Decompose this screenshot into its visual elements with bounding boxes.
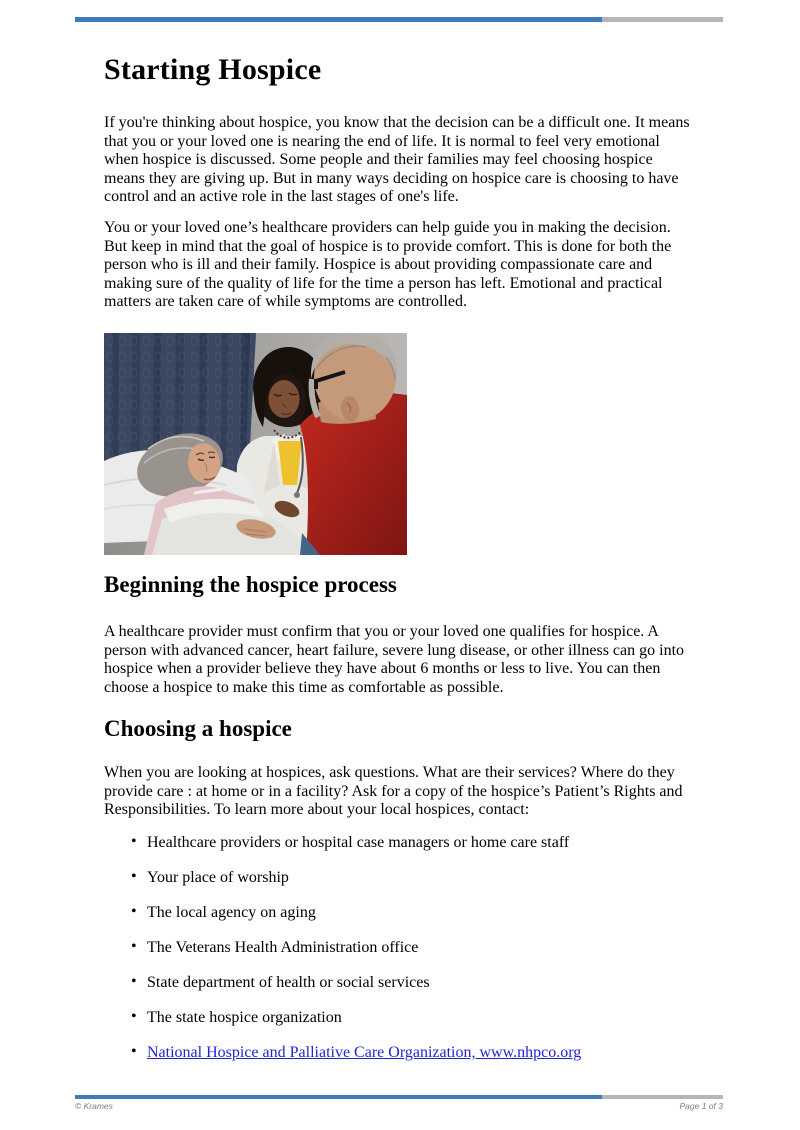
list-item: • The local agency on aging [104, 904, 696, 923]
bedside-consultation-illustration [104, 333, 407, 555]
section-heading-choosing: Choosing a hospice [104, 716, 292, 741]
hospice-contacts-list [104, 834, 696, 1079]
list-item: • State department of health or social services [104, 974, 696, 993]
footer-page-number: Page 1 of 3 [679, 1101, 723, 1111]
bottom-accent-bar-gray-segment [602, 1095, 723, 1099]
top-accent-bar [75, 17, 723, 22]
list-item: • Healthcare providers or hospital case managers or home care staff [104, 834, 696, 853]
bottom-accent-bar [75, 1095, 723, 1099]
footer-copyright: © Krames [75, 1101, 113, 1111]
top-accent-bar-gray-segment [602, 17, 723, 22]
list-item: • The Veterans Health Administration office [104, 939, 696, 958]
section-body-choosing: When you are looking at hospices, ask questions. What are their services? Where do they provide care : at home or in a facility? Ask for a copy of the hospice’s Patient’s Rights and Responsibilities. To learn more about your local hospices, contact: [104, 764, 683, 818]
list-item [104, 1044, 696, 1063]
nhpco-link[interactable]: National Hospice and Palliative Care Organization, www.nhpco.org [147, 1044, 582, 1061]
list-item: • Your place of worship [104, 869, 696, 888]
top-accent-bar-blue-segment [75, 17, 602, 22]
intro-paragraph-1: If you're thinking about hospice, you know that the decision can be a difficult one. It means that you or your loved one is nearing the end of life. It is normal to feel very emotional when hospice is discussed. Some people and their families may feel choosing hospice means they are giving up. But in many ways deciding on hospice care is choosing to have control and an active role in the last stages of one's life. [104, 114, 690, 205]
page-title: Starting Hospice [104, 53, 322, 86]
section-body-beginning: A healthcare provider must confirm that you or your loved one qualifies for hospice. A person with advanced cancer, heart failure, severe lung disease, or other illness can go into hospice when a provider believe they have about 6 months or less to live. You can then choose a hospice to make this time as comfortable as possible. [104, 623, 685, 696]
list-item: • The state hospice organization [104, 1009, 696, 1028]
bedside-consultation-photo [104, 333, 407, 555]
section-heading-beginning: Beginning the hospice process [104, 572, 397, 597]
bottom-accent-bar-blue-segment [75, 1095, 602, 1099]
family-member-figure [300, 333, 407, 555]
intro-paragraph-2: You or your loved one’s healthcare providers can help guide you in making the decision. But keep in mind that the goal of hospice is to provide comfort. This is done for both the person who is ill and their family. Hospice is about providing compassionate care and making sure of the quality of life for the time a person has left. Emotional and practical matters are taken care of while symptoms are controlled. [104, 219, 672, 310]
